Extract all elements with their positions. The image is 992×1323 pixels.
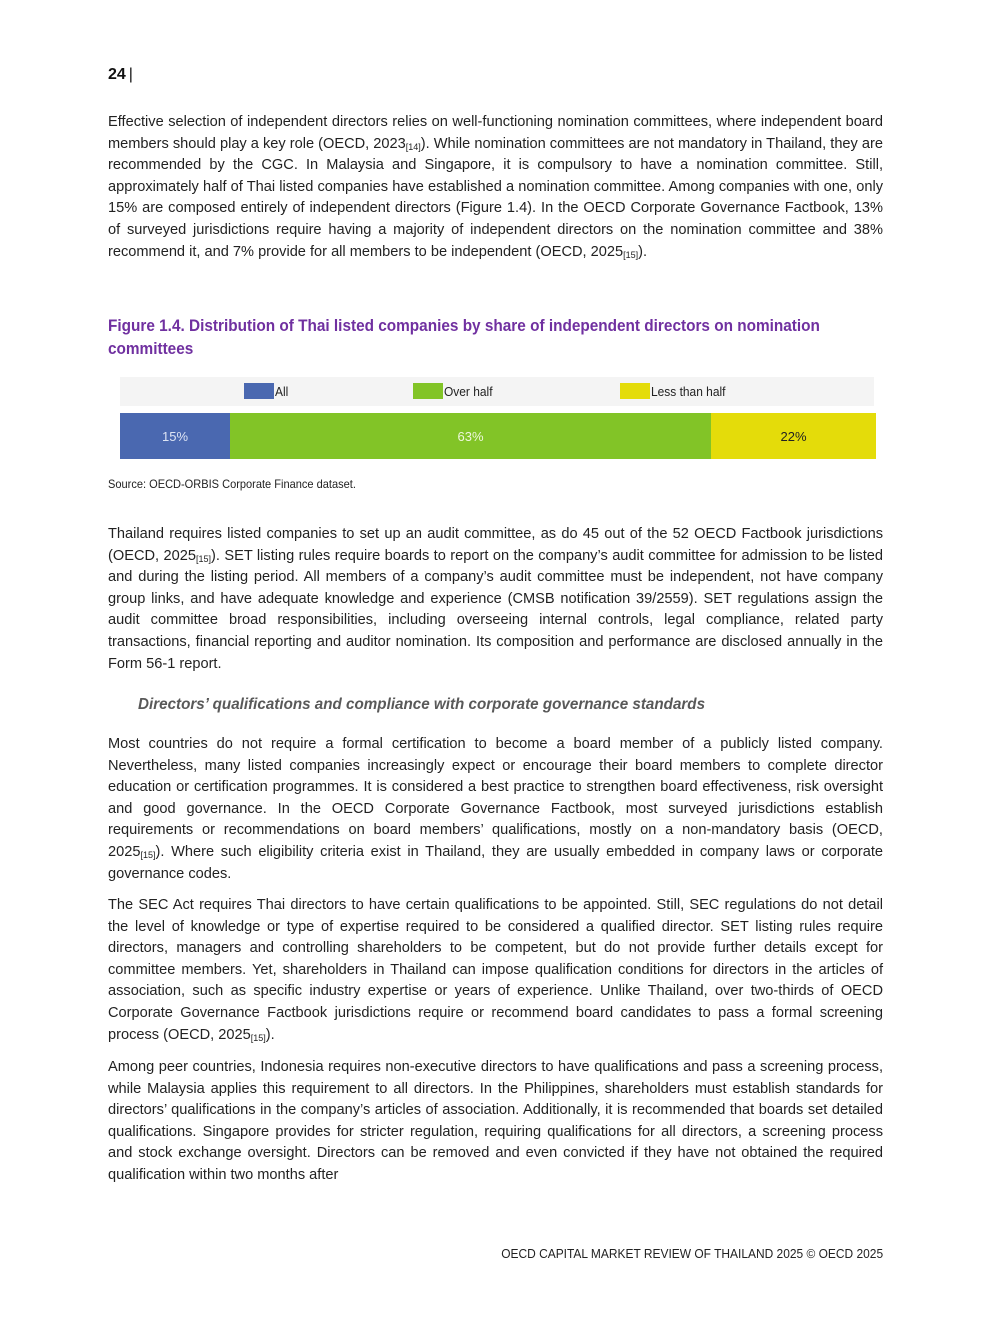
bar-segment-less-than-half: 22% bbox=[711, 413, 876, 459]
text-run: Among peer countries, Indonesia requires non-executive directors to have qualifications and pass a screening process, while Malaysia applies this requirement to all directors. In the Philippines, shareholders must establish standards for directors’ qualifications in the company’s articles of association. Additionally, it is recommended that boards set detailed qualifications. Singapore provides for stricter regulation, requiring qualifications for all directors, a screening process and stock exchange oversight. Directors can be removed and even convicted if they have not obtained the required qualification within two months after bbox=[108, 1059, 883, 1183]
text-run: ). SET listing rules require boards to report on the company’s audit committee for admission to be listed and during the listing period. All members of a company’s audit committee must be independent, not have company group links, and have adequate knowledge and experience (CMSB notification 39/2559). SET regulations assign the audit committee broad responsibilities, including overseeing internal controls, legal compliance, related party transactions, financial reporting and auditor nomination. Its composition and performance are disclosed annually in the Form 56-1 report. bbox=[108, 547, 884, 672]
paragraph-sec-act bbox=[108, 895, 883, 1046]
figure-title: Figure 1.4. Distribution of Thai listed companies by share of independent directors on nomination committees bbox=[108, 317, 820, 358]
citation-ref[interactable]: [15] bbox=[196, 553, 212, 564]
bar-segment-all: 15% bbox=[120, 413, 230, 459]
legend-label-over-half: Over half bbox=[444, 383, 493, 399]
text-run: ). bbox=[638, 243, 648, 260]
paragraph-certification bbox=[108, 734, 883, 885]
figure-source: Source: OECD-ORBIS Corporate Finance dataset. bbox=[108, 477, 356, 491]
citation-ref[interactable]: [15] bbox=[250, 1032, 266, 1043]
page-number-value: 24 bbox=[108, 66, 126, 83]
chart-legend bbox=[120, 377, 874, 406]
text-run: Effective selection of independent directors relies on well-functioning nomination committees, where independent board members should play a key role (OECD, 2023 bbox=[108, 114, 883, 152]
text-run: ). While nomination committees are not mandatory in Thailand, they are recommended by the CGC. In Malaysia and Singapore, it is compulsory to have a nomination committee. Still, approximately half of Thai listed companies have established a nomination committee. Among companies with one, only 15% are composed entirely of independent directors (Figure 1.4). In the OECD Corporate Governance Factbook, 13% of surveyed jurisdictions require having a majority of independent directors on the nomination committee and 38% recommend it, and 7% provide for all members to be independent (OECD, 2025 bbox=[108, 135, 884, 260]
bar-segment-over-half: 63% bbox=[230, 413, 711, 459]
paragraph-audit-committee bbox=[108, 524, 883, 675]
text-run: ). Where such eligibility criteria exist in Thailand, they are usually embedded in company laws or corporate governance codes. bbox=[108, 843, 883, 882]
legend-swatch-less-than-half bbox=[620, 383, 650, 399]
legend-swatch-all bbox=[244, 383, 274, 399]
citation-ref[interactable]: [15] bbox=[623, 249, 639, 260]
legend-swatch-over-half bbox=[413, 383, 443, 399]
legend-item-all bbox=[244, 383, 289, 399]
legend-label-all: All bbox=[275, 383, 289, 399]
citation-ref[interactable]: [15] bbox=[140, 849, 156, 860]
text-run: The SEC Act requires Thai directors to have certain qualifications to be appointed. Still, SEC regulations do not detail the level of knowledge or type of expertise required to be considered a qualified director. SET listing rules require directors, managers and controlling shareholders to be competent, but do not provide further details except for committee members. Yet, shareholders in Thailand can impose qualification conditions for directors in the articles of association, such as specific industry expertise or years of experience. Unlike Thailand, over two-thirds of OECD Corporate Governance Factbook jurisdictions require or recommend board candidates to pass a formal screening process (OECD, 2025 bbox=[108, 897, 883, 1043]
page-number bbox=[108, 66, 133, 84]
text-run: Thailand requires listed companies to set up an audit committee, as do 45 out of the 52 OECD Factbook jurisdictions (OECD, 2025 bbox=[108, 526, 883, 564]
text-run: ). bbox=[265, 1026, 275, 1043]
page-number-separator: | bbox=[128, 66, 133, 83]
page-footer: OECD CAPITAL MARKET REVIEW OF THAILAND 2025 © OECD 2025 bbox=[501, 1246, 883, 1261]
citation-ref[interactable]: [14] bbox=[405, 141, 421, 152]
legend-item-over-half bbox=[413, 383, 497, 399]
section-subheading: Directors’ qualifications and compliance with corporate governance standards bbox=[138, 696, 706, 713]
legend-label-less-than-half: Less than half bbox=[651, 383, 726, 399]
legend-item-less-than-half bbox=[620, 383, 732, 399]
paragraph-peer-countries bbox=[108, 1057, 883, 1187]
text-run: Most countries do not require a formal certification to become a board member of a publicly listed company. Nevertheless, many listed companies increasingly expect or encourage their board members to complete director education or certification programmes. It is considered a best practice to strengthen board effectiveness, risk oversight and good governance. In the OECD Corporate Governance Factbook, most surveyed jurisdictions establish requirements or recommendations on board members’ qualifications, mostly on a non-mandatory basis (OECD, 2025 bbox=[108, 736, 883, 860]
paragraph-nomination-committees bbox=[108, 112, 883, 263]
stacked-bar bbox=[120, 413, 876, 459]
